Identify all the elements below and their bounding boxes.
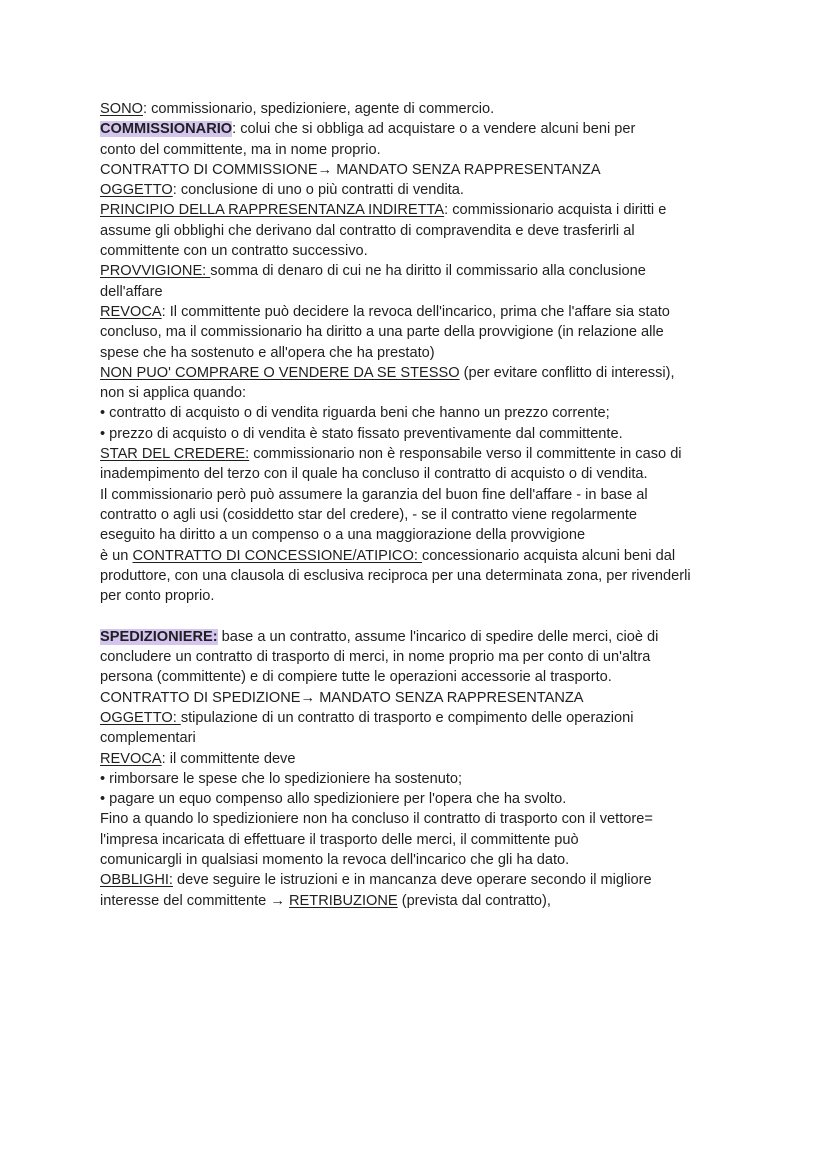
text-run: : conclusione di uno o più contratti di vendita. [172,182,464,199]
text-run: Il commissionario però può assumere la garanzia del buon fine dell'affare - in base al [100,486,648,503]
text-line [100,667,740,687]
text-line [100,464,740,484]
text-line [100,160,740,180]
text-line [100,546,740,566]
text-run: complementari [100,730,196,747]
text-run: comunicargli in qualsiasi momento la revoca dell'incarico che gli ha dato. [100,851,570,868]
text-line [100,261,740,281]
text-run: è un [100,547,133,564]
underlined-term: REVOCA [100,303,162,320]
text-run: non si applica quando: [100,385,247,402]
text-line [100,180,740,200]
text-run: dell'affare [100,283,163,300]
text-run: eseguito ha diritto a un compenso o a una maggiorazione della provvigione [100,527,586,544]
text-line [100,241,740,261]
text-line [100,485,740,505]
text-line [100,282,740,302]
text-line [100,769,740,789]
underlined-term: PRINCIPIO DELLA RAPPRESENTANZA INDIRETTA [100,202,445,219]
text-run: commissionario non è responsabile verso il committente in caso di [249,446,682,463]
text-run: • rimborsare le spese che lo spedizioniere ha sostenuto; [100,770,463,787]
text-line [100,221,740,241]
text-run: • prezzo di acquisto o di vendita è stato fissato preventivamente dal committente. [100,425,623,442]
text-line [100,870,740,890]
text-line [100,586,740,606]
text-line [100,566,740,586]
text-run: : commissionario acquista i diritti e [444,202,667,219]
text-run: Fino a quando lo spedizioniere non ha concluso il contratto di trasporto con il vettore= [100,811,653,828]
text-run: somma di denaro di cui ne ha diritto il commissario alla conclusione [210,263,646,280]
text-line [100,302,740,322]
text-line [100,403,740,423]
underlined-term: OBBLIGHI: [100,872,173,889]
underlined-term: OGGETTO [100,182,173,199]
underlined-term: PROVVIGIONE: [100,263,211,280]
text-line [100,322,740,342]
text-line [100,627,740,647]
text-line [100,525,740,545]
underlined-term: STAR DEL CREDERE: [100,446,250,463]
underlined-term: NON PUO' COMPRARE O VENDERE DA SE STESSO [100,364,460,381]
underlined-term: OGGETTO: [100,709,181,726]
text-run: concludere un contratto di trasporto di merci, in nome proprio ma per conto di un'altra [100,649,651,666]
text-line [100,830,740,850]
text-line [100,749,740,769]
text-run: base a un contratto, assume l'incarico di spedire delle merci, cioè di [217,628,659,645]
text-line [100,505,740,525]
text-run: concessionario acquista alcuni beni dal [421,547,676,564]
underlined-term: RETRIBUZIONE [289,892,398,909]
underlined-term: SONO [100,101,143,117]
blank-line [100,606,740,626]
text-run: committente con un contratto successivo. [100,243,368,260]
text-run: deve seguire le istruzioni e in mancanza deve operare secondo il migliore [173,872,652,889]
text-run: : commissionario, spedizioniere, agente di commercio. [142,101,495,117]
text-line [100,424,740,444]
text-run: (per evitare conflitto di interessi), [459,364,675,381]
text-run: stipulazione di un contratto di trasporto e compimento delle operazioni [180,709,634,726]
text-run: conto del committente, ma in nome proprio. [100,141,381,158]
text-line [100,140,740,160]
text-line [100,200,740,220]
text-run: spese che ha sostenuto e all'opera che ha prestato) [100,344,435,361]
text-run: l'impresa incaricata di effettuare il trasporto delle merci, il committente può [100,831,579,848]
text-run: interesse del committente → [100,892,289,909]
text-run: : Il committente può decidere la revoca dell'incarico, prima che l'affare sia stato [161,303,670,320]
text-line [100,99,740,119]
text-line [100,789,740,809]
text-run: • contratto di acquisto o di vendita riguarda beni che hanno un prezzo corrente; [100,405,610,422]
text-line [100,363,740,383]
underlined-term: CONTRATTO DI CONCESSIONE/ATIPICO: [132,547,422,564]
text-run: contratto o agli usi (cosiddetto star del credere), - se il contratto viene regolarmente [100,506,637,523]
text-run: assume gli obblighi che derivano dal contratto di compravendita e deve trasferirli al [100,222,635,239]
highlighted-term: COMMISSIONARIO [100,121,233,138]
highlighted-term: SPEDIZIONIERE: [100,628,218,645]
document-body [100,99,740,911]
text-line [100,708,740,728]
text-run: CONTRATTO DI COMMISSIONE→ MANDATO SENZA RAPPRESENTANZA [100,161,601,178]
text-line [100,444,740,464]
text-line [100,891,740,911]
text-line [100,850,740,870]
text-run: (prevista dal contratto), [397,892,551,909]
text-line [100,688,740,708]
text-run: • pagare un equo compenso allo spedizioniere per l'opera che ha svolto. [100,791,567,808]
text-run: produttore, con una clausola di esclusiva reciproca per una determinata zona, per rivenderli [100,567,691,584]
text-line [100,119,740,139]
text-run: : il committente deve [161,750,296,767]
text-run: concluso, ma il commissionario ha diritto a una parte della provvigione (in relazione alle [100,324,664,341]
text-run: persona (committente) e di compiere tutte le operazioni accessorie al trasporto. [100,669,612,686]
text-run: CONTRATTO DI SPEDIZIONE→ MANDATO SENZA RAPPRESENTANZA [100,689,584,706]
text-line [100,647,740,667]
text-line [100,383,740,403]
text-line [100,343,740,363]
text-run: per conto proprio. [100,588,215,605]
text-run: : colui che si obbliga ad acquistare o a vendere alcuni beni per [232,121,636,138]
underlined-term: REVOCA [100,750,162,767]
text-line [100,728,740,748]
text-line [100,809,740,829]
text-run: inadempimento del terzo con il quale ha concluso il contratto di acquisto o di vendita. [100,466,648,483]
